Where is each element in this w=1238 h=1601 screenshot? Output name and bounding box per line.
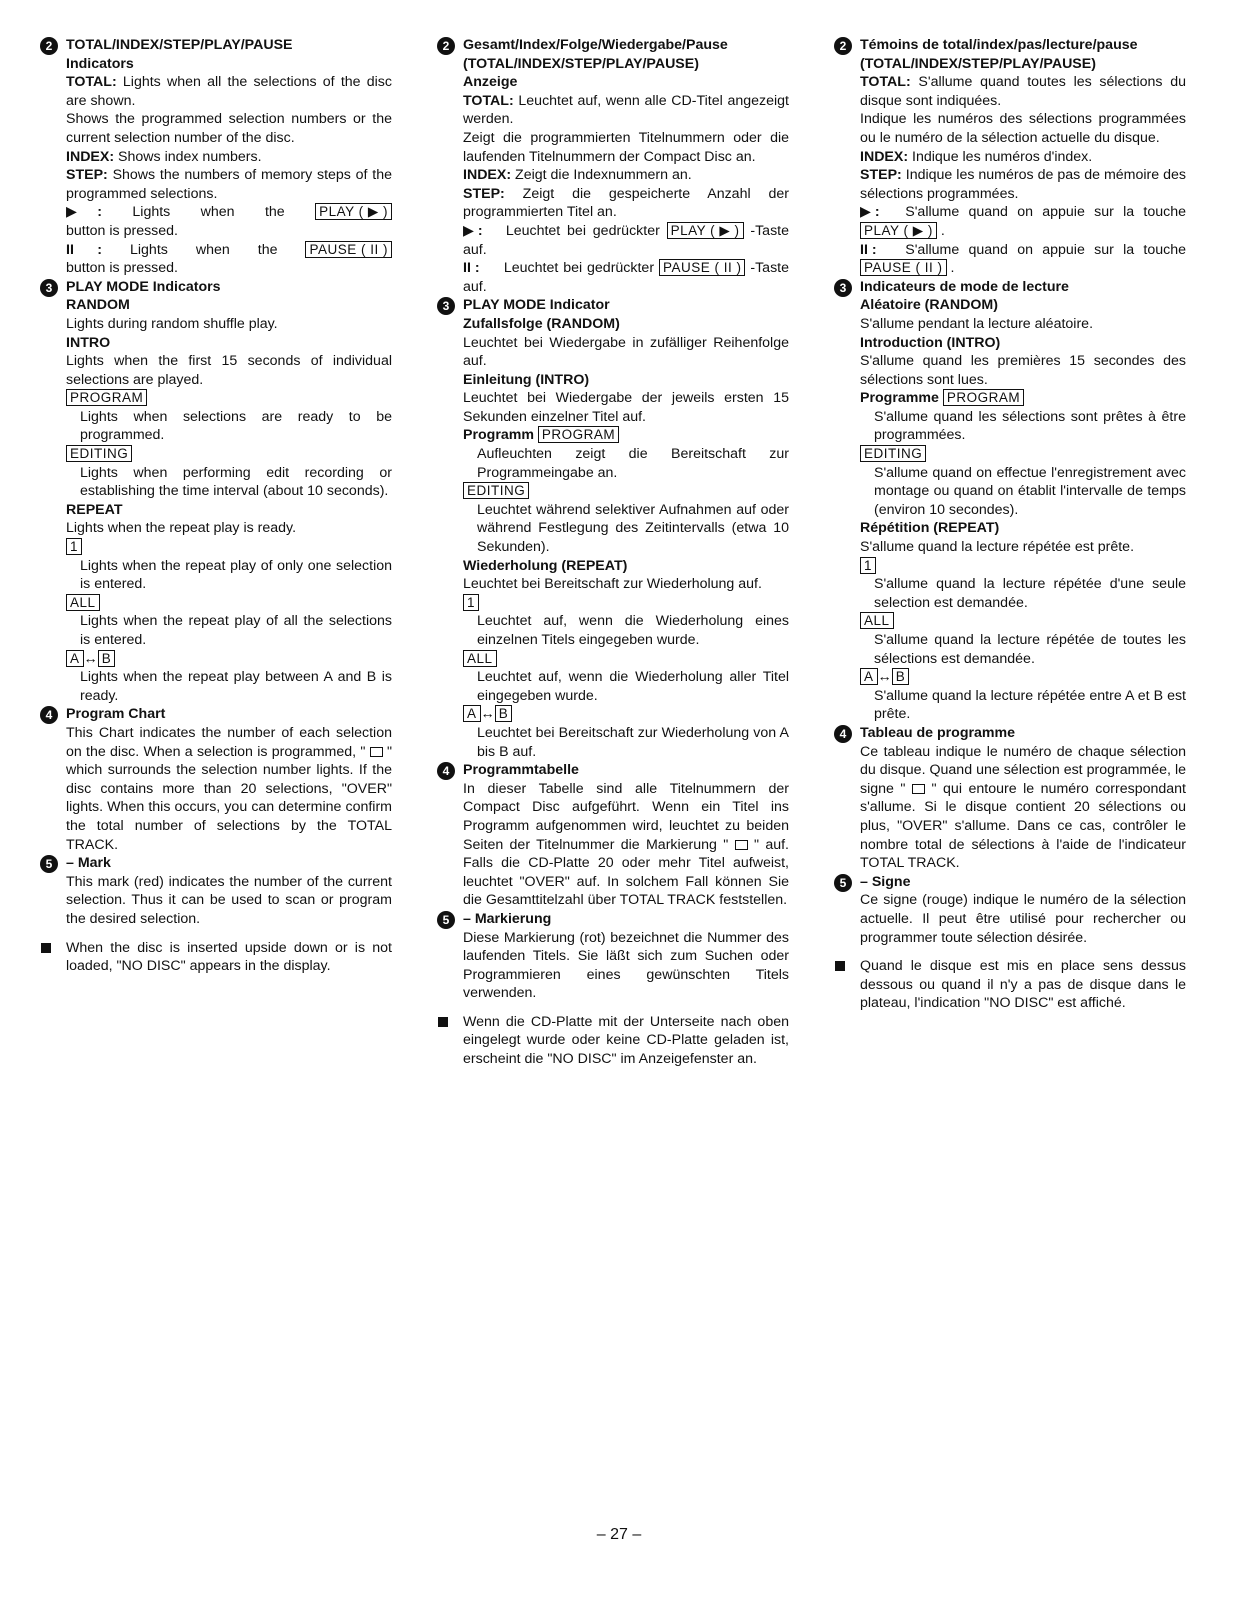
total-label: TOTAL: (463, 92, 514, 109)
section-number: 5 (834, 874, 852, 892)
section-number: 3 (437, 297, 455, 315)
section-title: Gesamt/Index/Folge/Wiedergabe/Pause (463, 37, 728, 53)
pause-key: PAUSE ( II ) (860, 259, 947, 276)
step-text: Shows the numbers of memory steps of the programmed selections. (66, 167, 392, 202)
random-label: Zufallsfolge (RANDOM) (463, 315, 620, 332)
program-chart-text-cont: " which surrounds the selection number lights. If the disc contains more than 20 selections, "OVER" lights. When this occurs, you can determine confirm the total number of selections by the TOTAL TRACK. (66, 743, 392, 853)
pause-symbol: II : (66, 241, 102, 258)
note-text: Wenn die CD-Platte mit der Unterseite nach oben eingelegt wurde oder keine CD-Platte geladen ist, erscheint die "NO DISC" im Anzeigefenster an. (463, 1013, 789, 1068)
pause-symbol: II : (463, 260, 480, 277)
step-label: STEP: (66, 167, 108, 184)
random-label: RANDOM (66, 297, 130, 314)
section-mark (437, 910, 789, 1003)
note-text: Quand le disque est mis en place sens dessus dessous ou quand il n'y a pas de disque dans le plateau, l'indication "NO DISC" est affiché. (860, 958, 1186, 1012)
pause-text-end: . (950, 260, 955, 277)
repeat-one-text: S'allume quand la lecture répétée d'une seule selection est demandée. (874, 576, 1186, 611)
section-number: 5 (40, 855, 58, 873)
editing-text: S'allume quand on effectue l'enregistrement avec montage ou quand on établit l'intervalle de temps (environ 10 secondes). (874, 464, 1186, 518)
repeat-one-text: Leuchtet auf, wenn die Wiederholung eines einzelnen Titels eingegeben wurde. (477, 613, 789, 648)
page-number: – 27 – (596, 1526, 642, 1543)
shows-text: Shows the programmed selection numbers or the current selection number of the disc. (66, 111, 392, 146)
section-number: 4 (437, 762, 455, 780)
section-indicators (40, 36, 392, 278)
section-play-mode (834, 278, 1186, 724)
section-number: 4 (834, 725, 852, 743)
repeat-all-key: ALL (66, 594, 100, 611)
note-text: When the disc is inserted upside down or is not loaded, "NO DISC" appears in the display. (66, 939, 392, 975)
editing-text: Lights when performing edit recording or establishing the time interval (about 10 seconds). (80, 464, 392, 500)
intro-text: Leuchtet bei Wiedergabe der jeweils ersten 15 Sekunden einzelner Titel auf. (463, 390, 789, 425)
index-text: Zeigt die Indexnummern an. (515, 167, 692, 184)
section-title: Program Chart (66, 706, 166, 723)
editing-key: EDITING (860, 445, 926, 462)
random-text: Leuchtet bei Wiedergabe in zufälliger Reihenfolge auf. (463, 334, 789, 370)
pause-text: Lights when the (130, 241, 278, 258)
step-text: Indique les numéros de pas de mémoire des sélections programmées. (860, 167, 1186, 202)
random-label: Aléatoire (RANDOM) (860, 297, 998, 314)
b-key: B (495, 705, 513, 722)
play-symbol: ▶ : (463, 222, 483, 239)
ab-arrow: ↔ (83, 650, 98, 667)
mark-text: This mark (red) indicates the number of the current selection. Thus it can be used to scan or program the desired selection. (66, 873, 392, 927)
b-key: B (98, 650, 116, 667)
intro-label: Einleitung (INTRO) (463, 371, 590, 388)
repeat-text: Leuchtet bei Bereitschaft zur Wiederholung auf. (463, 576, 762, 593)
program-chart-text: In dieser Tabelle sind alle Titelnummern der Compact Disc aufgeführt. Wenn ein Titel ins Programm aufgenommen wird, leuchtet zu beiden Seiten der Titelnummer die Markierung " (463, 780, 789, 853)
program-label: Programme (860, 390, 939, 407)
a-key: A (860, 668, 878, 685)
ab-arrow: ↔ (480, 706, 495, 723)
section-number: 2 (834, 37, 852, 55)
section-title: – Markierung (463, 910, 552, 927)
bullet-square-icon (438, 1017, 448, 1027)
repeat-text: Lights when the repeat play is ready. (66, 520, 297, 537)
play-key: PLAY ( ▶ ) (860, 222, 937, 239)
note (40, 939, 392, 976)
random-text: Lights during random shuffle play. (66, 315, 278, 332)
section-program-chart (834, 724, 1186, 873)
mark-text: Diese Markierung (rot) bezeichnet die Nummer des laufenden Titels. Sie läßt sich zum Suchen oder Programmieren eines gewünschten Titels verwenden. (463, 929, 789, 1002)
step-label: STEP: (860, 167, 902, 184)
section-title: – Signe (860, 873, 911, 890)
pause-text-end: -Taste auf. (463, 260, 789, 295)
note (437, 1013, 789, 1069)
program-key: PROGRAM (538, 426, 619, 443)
shows-text: Indique les numéros des sélections programmées ou le numéro de la sélection actuelle du disque. (860, 111, 1186, 146)
play-symbol: ▶ : (860, 204, 880, 221)
index-label: INDEX: (463, 167, 512, 184)
section-title-2: (TOTAL/INDEX/STEP/PLAY/PAUSE) (463, 55, 699, 72)
section-title-2: (TOTAL/INDEX/STEP/PLAY/PAUSE) (860, 55, 1096, 72)
repeat-label: Wiederholung (REPEAT) (463, 557, 628, 574)
index-text: Indique les numéros d'index. (912, 148, 1093, 165)
index-text: Shows index numbers. (118, 148, 262, 165)
total-label: TOTAL: (860, 74, 911, 91)
program-text: S'allume quand les sélections sont prêtes à être programmées. (874, 408, 1186, 444)
section-number: 2 (437, 37, 455, 55)
intro-label: INTRO (66, 334, 111, 351)
column-french (834, 36, 1186, 1013)
play-text: Lights when the (132, 204, 285, 221)
pause-key: PAUSE ( II ) (659, 259, 746, 276)
editing-key: EDITING (66, 445, 132, 462)
section-indicators (834, 36, 1186, 278)
pause-key: PAUSE ( II ) (305, 241, 392, 258)
intro-text: S'allume quand les premières 15 secondes des sélections sont lues. (860, 353, 1186, 388)
repeat-all-key: ALL (860, 612, 894, 629)
section-number: 5 (437, 911, 455, 929)
a-key: A (66, 650, 84, 667)
repeat-label: Répétition (REPEAT) (860, 520, 1000, 537)
random-text: S'allume pendant la lecture aléatoire. (860, 315, 1094, 332)
section-title: – Mark (66, 855, 111, 872)
section-play-mode (437, 296, 789, 761)
play-text: Leuchtet bei gedrückter (505, 222, 660, 239)
section-play-mode (40, 278, 392, 706)
bullet-square-icon (41, 943, 51, 953)
index-label: INDEX: (66, 148, 115, 165)
section-title: Tableau de programme (860, 724, 1016, 741)
repeat-one-text: Lights when the repeat play of only one selection is entered. (80, 557, 392, 593)
section-mark (834, 873, 1186, 947)
section-number: 3 (834, 279, 852, 297)
play-symbol: ▶ : (66, 204, 102, 221)
a-key: A (463, 705, 481, 722)
frame-symbol-icon (370, 747, 383, 757)
section-title: Indicateurs de mode de lecture (860, 278, 1069, 295)
section-program-chart (437, 761, 789, 910)
section-title: TOTAL/INDEX/STEP/PLAY/PAUSE (66, 37, 293, 53)
shows-text: Zeigt die programmierten Titelnummern oder die laufenden Titelnummern der Compact Disc an. (463, 129, 789, 165)
ab-text: Leuchtet bei Bereitschaft zur Wiederholung von A bis B auf. (477, 724, 789, 760)
ab-text: S'allume quand la lecture répétée entre A et B est prête. (874, 687, 1186, 723)
section-number: 3 (40, 279, 58, 297)
play-key: PLAY ( ▶ ) (315, 203, 392, 220)
editing-text: Leuchtet während selektiver Aufnahmen auf oder während Festlegung des Zeitintervalls (etwa 10 Sekunden). (477, 501, 789, 556)
program-chart-text: This Chart indicates the number of each selection on the disc. When a selection is programmed, " (66, 724, 392, 760)
repeat-text: S'allume quand la lecture répétée est prête. (860, 539, 1135, 556)
bullet-square-icon (835, 961, 845, 971)
total-text: Leuchtet auf, wenn alle CD-Titel angezeigt werden. (463, 92, 789, 128)
program-chart-text-cont: " qui entoure le numéro correspondant s'allume. Si le disque contient 20 sélections ou plus, "OVER" s'allume. Dans ce cas, contrôler le nombre total de sélections à l'aide de l'indicateur TOTAL TRACK. (860, 780, 1186, 872)
frame-symbol-icon (912, 784, 925, 794)
program-text: Lights when selections are ready to be programmed. (80, 408, 392, 444)
repeat-one-key: 1 (860, 557, 876, 574)
pause-text: Leuchtet bei gedrückter (503, 260, 655, 277)
program-text: Aufleuchten zeigt die Bereitschaft zur Programmeingabe an. (477, 446, 789, 481)
section-title: Témoins de total/index/pas/lecture/pause (860, 37, 1138, 53)
total-label: TOTAL: (66, 74, 117, 91)
section-program-chart (40, 705, 392, 854)
pause-symbol: II : (860, 241, 877, 258)
repeat-one-key: 1 (463, 594, 479, 611)
column-english (40, 36, 392, 976)
step-label: STEP: (463, 185, 505, 202)
repeat-all-key: ALL (463, 650, 497, 667)
program-chart-text: Ce tableau indique le numéro de chaque sélection du disque. Quand une sélection est programmée, le signe " (860, 743, 1186, 797)
play-text-end: button is pressed. (66, 222, 178, 239)
section-number: 4 (40, 706, 58, 724)
section-indicators (437, 36, 789, 296)
pause-text: S'allume quand on appuie sur la touche (905, 241, 1186, 258)
b-key: B (892, 668, 910, 685)
pause-text-end: button is pressed. (66, 260, 178, 277)
program-chart-text-cont: " auf. Falls die CD-Platte 20 oder mehr Titel aufweist, leuchtet "OVER" auf. In solchem Fall können Sie die Gesamttitelzahl über TOTAL TRACK feststellen. (463, 836, 789, 909)
program-key: PROGRAM (66, 389, 147, 406)
step-text: Zeigt die gespeicherte Anzahl der programmierten Titel an. (463, 185, 789, 221)
play-text: S'allume quand on appuie sur la touche (905, 204, 1186, 221)
intro-text: Lights when the first 15 seconds of individual selections are played. (66, 353, 392, 388)
repeat-label: REPEAT (66, 501, 123, 518)
ab-text: Lights when the repeat play between A and B is ready. (80, 669, 392, 704)
section-subtitle: Indicators (66, 55, 134, 72)
repeat-all-text: S'allume quand la lecture répétée de toutes les sélections est demandée. (874, 632, 1186, 667)
section-number: 2 (40, 37, 58, 55)
intro-label: Introduction (INTRO) (860, 334, 1001, 351)
play-text-end: . (940, 222, 945, 239)
editing-key: EDITING (463, 482, 529, 499)
section-title: Programmtabelle (463, 762, 579, 779)
section-title: PLAY MODE Indicators (66, 278, 221, 295)
section-title: PLAY MODE Indicator (463, 297, 610, 314)
column-german (437, 36, 789, 1069)
repeat-one-key: 1 (66, 538, 82, 555)
total-text: Lights when all the selections of the disc are shown. (66, 74, 392, 109)
total-text: S'allume quand toutes les sélections du disque sont indiquées. (860, 74, 1186, 109)
ab-arrow: ↔ (877, 669, 892, 686)
frame-symbol-icon (735, 840, 748, 850)
program-key: PROGRAM (943, 389, 1024, 406)
mark-text: Ce signe (rouge) indique le numéro de la sélection actuelle. Il peut être utilisé pour rechercher ou programmer toute sélection désirée. (860, 892, 1186, 946)
repeat-all-text: Leuchtet auf, wenn die Wiederholung aller Titel eingegeben wurde. (477, 669, 789, 704)
program-label: Programm (463, 427, 534, 444)
repeat-all-text: Lights when the repeat play of all the selections is entered. (80, 613, 392, 648)
section-subtitle: Anzeige (463, 74, 518, 91)
note (834, 957, 1186, 1013)
play-key: PLAY ( ▶ ) (667, 222, 744, 239)
index-label: INDEX: (860, 148, 909, 165)
play-text-end: -Taste auf. (463, 222, 789, 258)
section-mark (40, 854, 392, 928)
